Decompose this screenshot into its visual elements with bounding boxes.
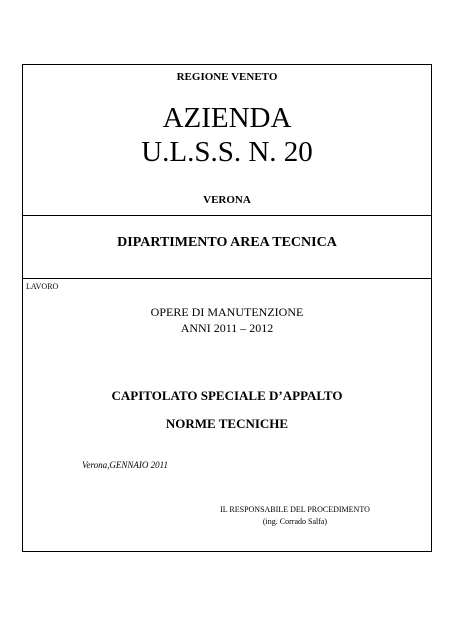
work-label: LAVORO: [26, 282, 59, 291]
document-title: CAPITOLATO SPECIALE D’APPALTO: [111, 388, 343, 403]
divider-middle: [23, 278, 431, 279]
title-ulss: U.L.S.S. N. 20: [141, 136, 313, 168]
region-label: REGIONE VENETO: [176, 71, 278, 83]
title-azienda: AZIENDA: [162, 102, 292, 134]
department-title: DIPARTIMENTO AREA TECNICA: [117, 235, 337, 250]
place-date: Verona,GENNAIO 2011: [82, 460, 168, 470]
signature-role: IL RESPONSABILE DEL PROCEDIMENTO: [220, 505, 370, 514]
city-label: VERONA: [203, 194, 251, 206]
signature-name: (ing. Corrado Salfa): [262, 517, 328, 526]
document-subtitle: NORME TECNICHE: [165, 416, 289, 431]
work-title-line1: OPERE DI MANUTENZIONE: [150, 305, 304, 319]
document-frame: [22, 64, 432, 552]
divider-top: [23, 215, 431, 216]
work-title-line2: ANNI 2011 – 2012: [180, 321, 274, 335]
